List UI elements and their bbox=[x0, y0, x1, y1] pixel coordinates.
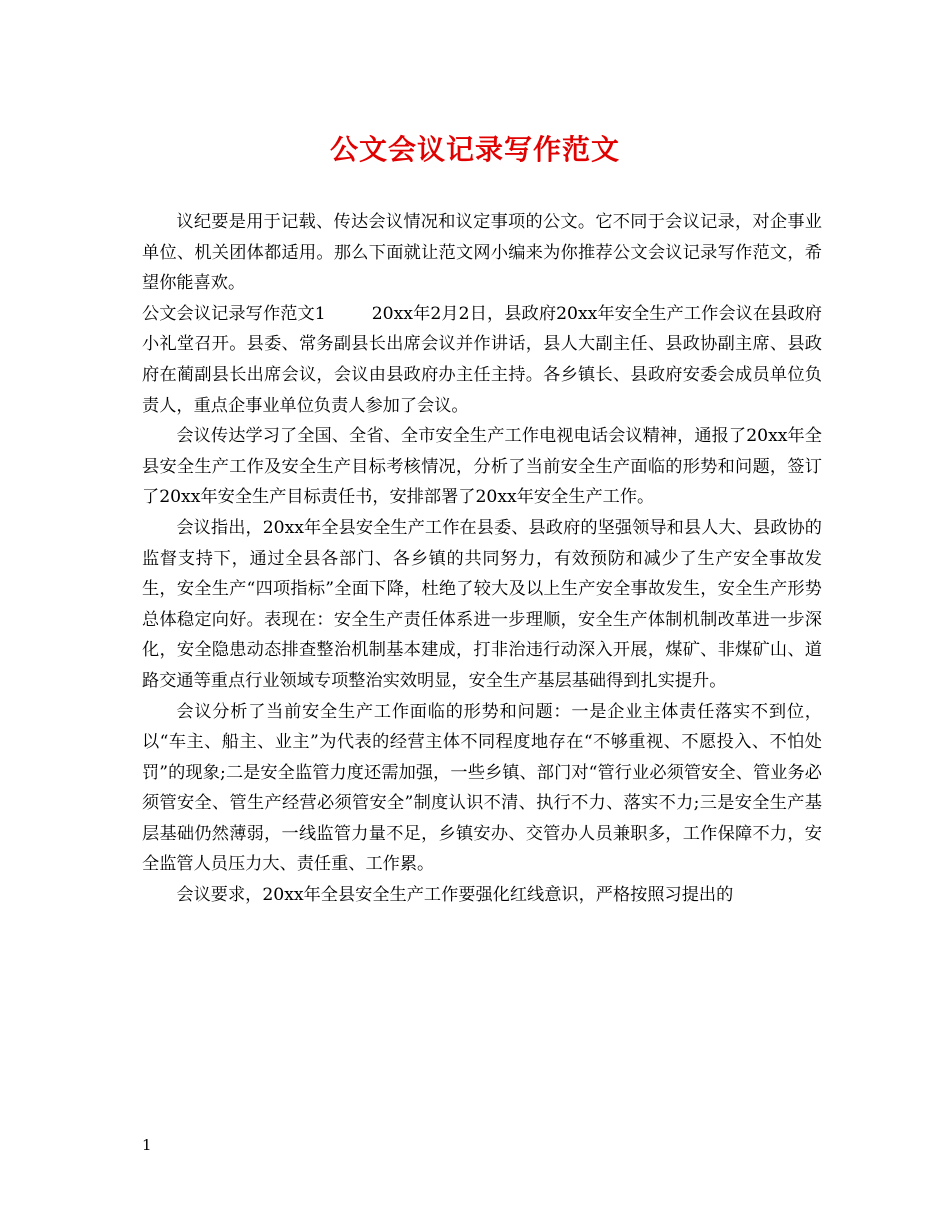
sample-heading: 公文会议记录写作范文1 bbox=[142, 303, 326, 324]
body-paragraph: 会议要求，20xx年全县安全生产工作要强化红线意识，严格按照习提出的 bbox=[176, 885, 734, 906]
page-number: 1 bbox=[142, 1136, 152, 1154]
body-paragraph: 会议传达学习了全国、全省、全市安全生产工作电视电话会议精神，通报了20xx年全县安全生产工作及安全生产目标考核情况，分析了当前安全生产面临的形势和问题，签订了20xx年安全生产目标责任书，安排部署了20xx年安全生产工作。 bbox=[142, 426, 822, 508]
sample-paragraph bbox=[142, 299, 822, 421]
document-title: 公文会议记录写作范文 bbox=[329, 133, 620, 166]
body-paragraph: 会议指出，20xx年全县安全生产工作在县委、县政府的坚强领导和县人大、县政协的监督支持下，通过全县各部门、各乡镇的共同努力，有效预防和减少了生产安全事故发生，安全生产“四项指标”全面下降，杜绝了较大及以上生产安全事故发生，安全生产形势总体稳定向好。表现在：安全生产责任体系进一步理顺，安全生产体制机制改革进一步深化，安全隐患动态排查整治机制基本建成，打非治违行动深入开展，煤矿、非煤矿山、道路交通等重点行业领域专项整治实效明显，安全生产基层基础得到扎实提升。 bbox=[142, 517, 822, 691]
intro-paragraph: 议纪要是用于记载、传达会议情况和议定事项的公文。它不同于会议记录，对企事业单位、机关团体都适用。那么下面就让范文网小编来为你推荐公文会议记录写作范文，希望你能喜欢。 bbox=[142, 212, 822, 294]
sample-opening: 20xx年2月2日，县政府20xx年安全生产工作会议在县政府小礼堂召开。县委、常务副县长出席会议并作讲话，县人大副主任、县政协副主席、县政府在蔺副县长出席会议，会议由县政府办主任主持。各乡镇长、县政府安委会成员单位负责人，重点企事业单位负责人参加了会议。 bbox=[142, 303, 822, 416]
body-paragraph: 会议分析了当前安全生产工作面临的形势和问题：一是企业主体责任落实不到位，以“车主、船主、业主”为代表的经营主体不同程度地存在“不够重视、不愿投入、不怕处罚”的现象;二是安全监管力度还需加强，一些乡镇、部门对“管行业必须管安全、管业务必须管安全、管生产经营必须管安全”制度认识不清、执行不力、落实不力;三是安全生产基层基础仍然薄弱，一线监管力量不足，乡镇安办、交管办人员兼职多，工作保障不力，安全监管人员压力大、责任重、工作累。 bbox=[142, 701, 822, 875]
document-body bbox=[142, 207, 822, 911]
